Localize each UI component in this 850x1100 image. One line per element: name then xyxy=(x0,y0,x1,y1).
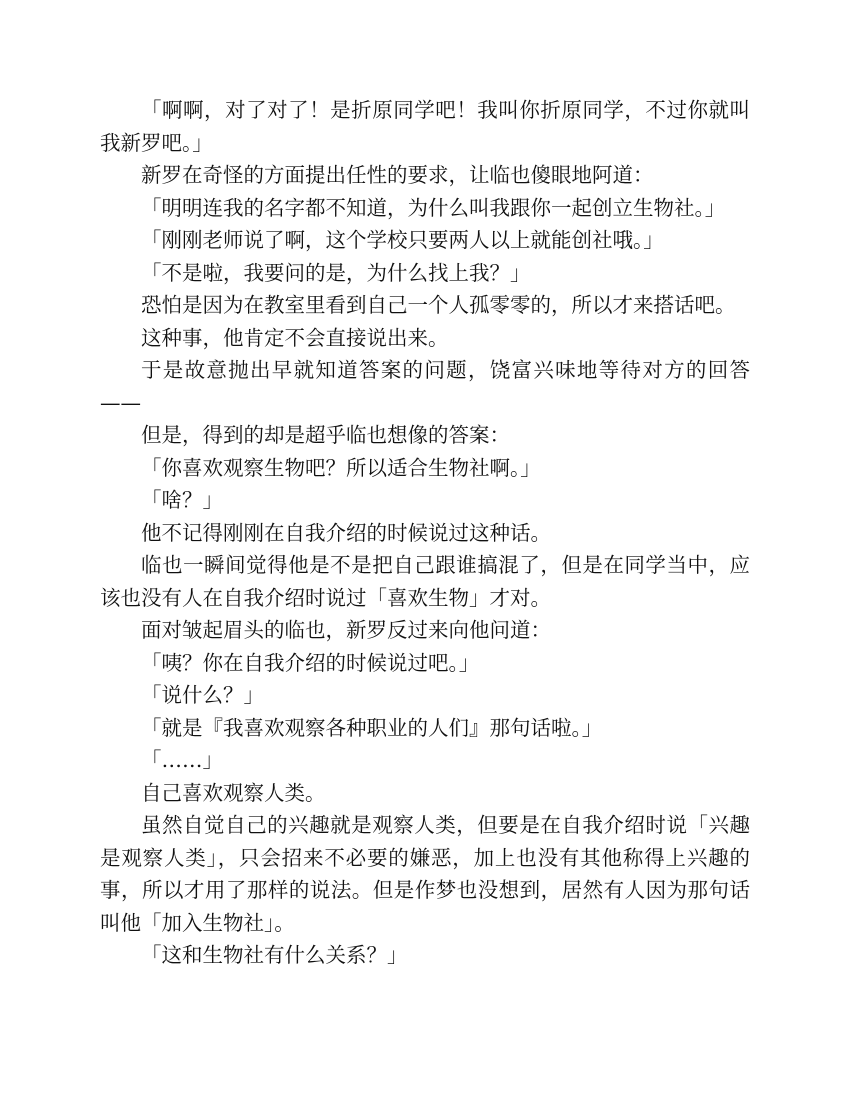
paragraph: 「咦？你在自我介绍的时候说过吧。」 xyxy=(141,650,480,675)
paragraph: 「……」 xyxy=(141,748,223,772)
paragraph: 临也一瞬间觉得他是不是把自己跟谁搞混了，但是在同学当中，应该也没有人在自我介绍时说过「喜欢生物」才对。 xyxy=(100,553,750,610)
paragraph: 「啊啊，对了对了！是折原同学吧！我叫你折原同学，不过你就叫我新罗吧。」 xyxy=(100,98,750,155)
paragraph: 「刚刚老师说了啊，这个学校只要两人以上就能创社哦。」 xyxy=(141,228,664,252)
paragraph: 恐怕是因为在教室里看到自己一个人孤零零的，所以才来搭话吧。 xyxy=(141,293,736,317)
paragraph: 「就是『我喜欢观察各种职业的人们』那句话啦。」 xyxy=(141,715,603,740)
paragraph: 面对皱起眉头的临也，新罗反过来向他问道： xyxy=(141,618,551,642)
paragraph: 自己喜欢观察人类。 xyxy=(141,780,326,805)
paragraph: 「明明连我的名字都不知道，为什么叫我跟你一起创立生物社。」 xyxy=(141,195,726,220)
paragraph: 虽然自觉自己的兴趣就是观察人类，但要是在自我介绍时说「兴趣是观察人类」，只会招来不必要的嫌恶，加上也没有其他称得上兴趣的事，所以才用了那样的说法。但是作梦也没想到，居然有人因为那句话叫他「加入生物社」。 xyxy=(100,813,750,935)
paragraph: 但是，得到的却是超乎临也想像的答案： xyxy=(141,423,510,447)
document-page xyxy=(100,94,750,972)
paragraph: 「啥？」 xyxy=(141,488,223,512)
paragraph: 「这和生物社有什么关系？」 xyxy=(141,943,408,967)
paragraph: 新罗在奇怪的方面提出任性的要求，让临也傻眼地阿道： xyxy=(141,163,654,187)
paragraph: 「不是啦，我要问的是，为什么找上我？」 xyxy=(141,260,531,285)
paragraph: 这种事，他肯定不会直接说出来。 xyxy=(141,325,449,350)
paragraph: 于是故意抛出早就知道答案的问题，饶富兴味地等待对方的回答—— xyxy=(100,358,750,415)
paragraph: 「你喜欢观察生物吧？所以适合生物社啊。」 xyxy=(141,455,541,480)
paragraph: 他不记得刚刚在自我介绍的时候说过这种话。 xyxy=(141,520,551,545)
paragraph: 「说什么？」 xyxy=(141,683,264,707)
